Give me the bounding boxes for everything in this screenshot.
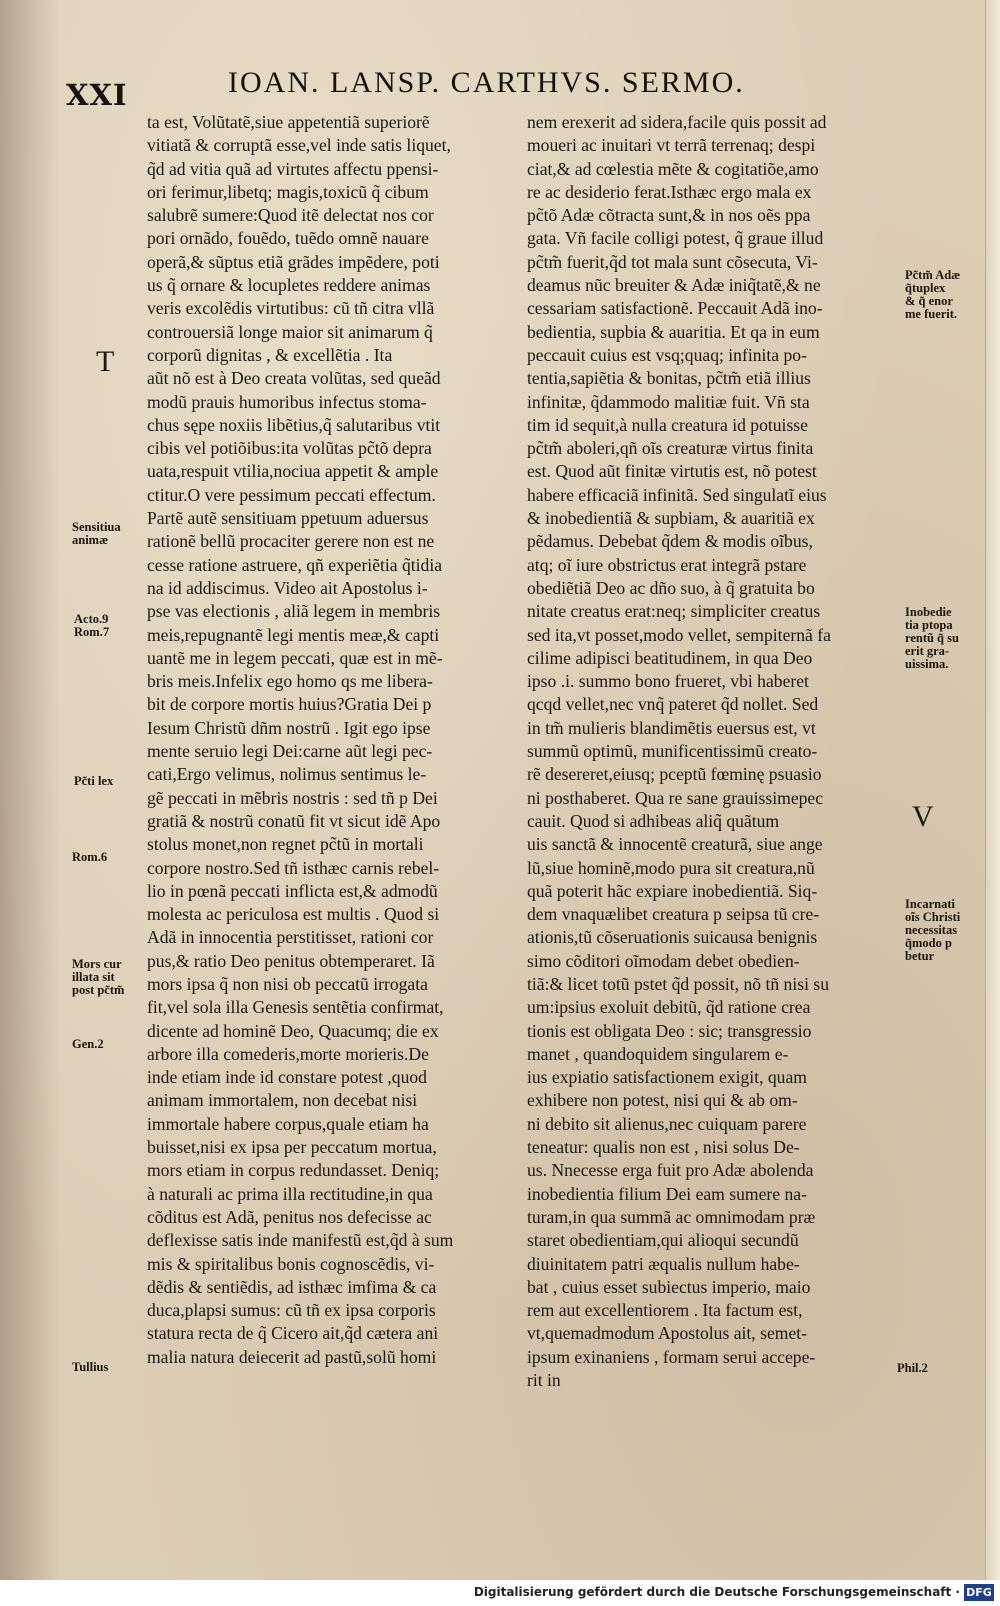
text-line: à naturali ac prima illa rectitudine,in qua [147,1183,433,1204]
margin-note-line: Rom.6 [72,850,108,864]
text-line: rem aut excellentiorem . Ita factum est, [527,1300,803,1321]
text-line: chus sępe noxiis libẽtius,q̃ salutaribus vtit [147,414,441,435]
text-line: bat , cuius esset subiectus imperio, maio [527,1276,811,1297]
text-line: molesta ac periculosa est multis . Quod si [147,904,440,925]
text-line: inobedientia filium Dei eam sumere na- [527,1183,807,1204]
text-line: rationẽ bellũ procaciter gerere non est ne [147,531,435,552]
text-line: mors etiam in corpus redundasset. Deniq; [147,1160,440,1181]
margin-note-acto [74,613,109,639]
text-line: ori ferimur,libetq; magis,toxicũ q̃ cibum [147,181,429,202]
text-line: pc̃tm̃ fuerit,q̃d tot mala sunt cõsecuta, Vi- [527,251,818,272]
margin-note-line: Inobedie [905,605,952,619]
margin-note-line: post pc̃tm̃ [72,983,125,997]
text-line: veris excolẽdis virtutibus: cũ tñ citra vllã [147,298,435,319]
text-line: tentia,sapiẽtia & bonitas, pc̃tm̃ etiã illius [527,368,811,389]
text-line: ipsum exinaniens , formam serui accepe- [527,1346,816,1367]
text-line: bit de corpore mortis huius?Gratia Dei p [147,694,432,715]
text-line: obediẽtiã Deo ac dño suo, à q̃ gratuita bo [527,577,815,598]
dfg-logo: DFG [964,1584,994,1601]
margin-note-tullius [72,1361,108,1374]
text-line: tim id sequit,à nulla creatura id potuisse [527,414,808,435]
text-line: salubrẽ sumere:Quod itẽ delectat nos cor [147,205,434,226]
text-line: sed ita,vt posset,modo vellet, sempiternã fa [527,624,831,645]
text-line: cibis vel potiõibus:ita volũtas pc̃tõ depra [147,438,432,459]
text-line: re ac desiderio ferat.Isthæc ergo mala ex [527,181,812,202]
text-line: aũt nõ est à Deo creata volũtas, sed queãd [147,368,441,389]
margin-note-line: Rom.7 [74,625,110,639]
text-line: cõditus est Adã, penitus nos defecisse ac [147,1206,432,1227]
text-line: pc̃tõ Adæ cõtracta sunt,& in nos oẽs ppa [527,205,811,226]
page-edge [985,0,1000,1580]
text-line: cessariam satisfactionẽ. Peccauit Adã ino- [527,298,823,319]
margin-note-line: necessitas [905,923,958,937]
folio-number: XXI [66,78,128,112]
margin-note-phil [897,1362,928,1375]
text-line: quã poterit hãc expiare inobedientiã. Siq- [527,880,818,901]
text-line: animam immortalem, non decebat nisi [147,1090,418,1111]
text-line: arbore illa comederis,morte morieris.De [147,1043,429,1064]
text-line: lũ,siue hominẽ,modo pura sit creatura,nũ [527,857,815,878]
text-line: rit in [527,1370,561,1391]
text-line: duca,plapsi sumus: cũ tñ ex ipsa corporis [147,1300,436,1321]
text-line: manet , quandoquidem singularem e- [527,1043,789,1064]
text-line: vitiatã & corruptã esse,vel inde satis liquet, [147,135,451,156]
text-line: dẽdis & sentiẽdis, ad isthæc imfima & ca [147,1276,437,1297]
text-line: ationis,tũ cõseruationis suicausa benignis [527,927,818,948]
margin-note-line: Pc̃tm̃ Adæ [905,268,961,282]
text-line: lio in pœnã peccati inflicta est,& admodũ [147,880,438,901]
text-line: in tm̃ mulieris blandimẽtis euersus est, vt [527,717,816,738]
text-line: habere efficaciã infinitã. Sed singulatĩ eius [527,484,827,505]
margin-note-line: tia ptopa [905,618,953,632]
text-line: pẽdamus. Debebat q̃dem & modis oĩbus, [527,531,813,552]
text-line: deflexisse satis inde manifestũ est,q̃d à sum [147,1230,454,1251]
margin-note-line: Acto.9 [74,612,109,626]
text-line: peccauit cuius est vsq;quaq; infinita po- [527,344,807,365]
text-line: teneatur: qualis non est , nisi solus De- [527,1137,800,1158]
text-line: cati,Ergo velimus, nolimus sentimus le- [147,764,427,785]
margin-note-pctm-ade [905,269,960,321]
text-line: tiã:& licet totũ pstet q̃d possit, nõ tñ nisi su [527,973,830,994]
footer-credit: Digitalisierung gefördert durch die Deutsche Forschungsgemeinschaft · [473,1585,960,1599]
left-text-column [147,111,507,1369]
margin-note-line: q̃modo p [905,936,952,950]
margin-note-sensitiua [72,521,121,547]
margin-note-line: me fuerit. [905,307,958,321]
text-line: modũ prauis humoribus infectus stoma- [147,391,427,412]
margin-note-line: Tullius [72,1360,109,1374]
section-initial-right: V [912,800,934,833]
margin-note-line: Gen.2 [72,1037,104,1051]
text-line: cilime adipisci beatitudinem, in qua Deo [527,647,813,668]
text-line: gata. Vñ facile colligi potest, q̃ graue illud [527,228,824,249]
text-line: cesse ratione astruere, qñ experiẽtia q̃tidia [147,554,443,575]
margin-note-line: oĩs Christi [905,910,961,924]
text-line: q̃d ad vitia quã ad virtutes affectu ppensi- [147,158,439,179]
text-line: controuersiã longe maior sit animarum q̃ [147,321,433,342]
text-line: nem erexerit ad sidera,facile quis possit ad [527,112,827,132]
text-line: ius expiatio satisfactionem exigit, quam [527,1067,807,1088]
text-line: corporũ dignitas , & excellẽtia . Ita [147,344,393,365]
text-line: vt,quemadmodum Apostolus ait, semet- [527,1323,808,1344]
text-line: est. Quod aũt finitæ virtutis est, nõ potest [527,461,817,482]
text-line: pori ornãdo, fouẽdo, tuẽdo omnẽ nauare [147,228,429,249]
text-line: us. Nnecesse erga fuit pro Adæ abolenda [527,1160,814,1181]
text-line: staret obedientiam,qui alioqui secundũ [527,1230,799,1251]
digitization-footer [0,1580,1000,1606]
text-line: Adã in innocentia perstitisset, rationi cor [147,927,434,948]
running-head: IOAN. LANSP. CARTHVS. SERMO. [228,66,745,99]
margin-note-pcti-lex [74,775,113,788]
text-line: us q̃ ornare & locupletes reddere animas [147,275,431,296]
text-line: infinitæ, q̃dammodo malitiæ fuit. Vñ sta [527,391,810,412]
text-line: meis,repugnantẽ legi mentis meæ,& capti [147,624,440,645]
margin-note-gen [72,1038,104,1051]
text-line: deamus nũc breuiter & Adæ iniq̃tatẽ,& ne [527,275,821,296]
text-line: immortale habere corpus,quale etiam ha [147,1113,429,1134]
margin-note-line: Mors cur [72,957,122,971]
right-text-column [527,111,887,1392]
text-line: cauit. Quod si adhibeas aliq̃ quãtum [527,810,780,831]
text-line: diuinitatem patri æqualis nullum habe- [527,1253,800,1274]
margin-note-line: animæ [72,533,109,547]
text-line: inde etiam inde id constare potest ,quod [147,1067,427,1088]
margin-note-line: Pc̃ti lex [74,774,114,788]
text-line: pse vas electionis , aliã legem in membris [147,601,441,622]
text-line: ciat,& ad cœlestia mẽte & cogitatiõe,amo [527,158,819,179]
text-line: bedientia, supbia & auaritia. Et qa in eum [527,321,820,342]
margin-note-incarnatio [905,898,960,963]
text-line: nitate creatus erat:neq; simpliciter creatus [527,601,821,622]
text-line: stolus monet,non regnet pc̃tũ in mortali [147,834,424,855]
text-line: ni posthaberet. Qua re sane grauissimepec [527,787,824,808]
section-initial-left: T [96,345,115,378]
text-line: qcqd vellet,nec vnq̃ pateret q̃d nollet. Sed [527,694,819,715]
margin-note-line: rentũ q̃ su [905,631,959,645]
text-line: gratiã & nostrũ conatũ fit vt sicut idẽ Apo [147,810,441,831]
text-line: dem vnaquælibet creatura p seipsa tũ cre- [527,904,820,925]
text-line: mente seruio legi Dei:carne aũt legi pec- [147,741,433,762]
margin-note-mors [72,958,124,997]
margin-note-line: erit gra- [905,644,950,658]
text-line: malia natura deiecerit ad pastũ,solũ homi [147,1346,437,1367]
text-line: corpore nostro.Sed tñ isthæc carnis rebel- [147,857,440,878]
text-line: statura recta de q̃ Cicero ait,q̃d cætera ani [147,1323,439,1344]
margin-note-line: uissima. [905,657,949,671]
text-line: ctitur.O vere pessimum peccati effectum. [147,484,436,505]
margin-note-line: Sensitiua [72,520,121,534]
text-line: ta est, Volũtatẽ,siue appetentiã superiorẽ [147,112,430,132]
text-line: mors ipsa q̃ non nisi ob peccatũ irrogata [147,973,428,994]
text-line: rẽ desereret,eiusq; pceptũ fœminę psuasio [527,764,822,785]
text-line: pus,& ratio Deo penitus obtemperaret. Iã [147,950,435,971]
text-line: moueri ac inuitari vt terrã terrenaq; despi [527,135,816,156]
text-line: ni debito sit alienus,nec cuiquam parere [527,1113,807,1134]
text-line: tionis est obligata Deo : sic; transgressio [527,1020,812,1041]
margin-note-line: & q̃ enor [905,294,953,308]
text-line: operã,& sũptus etiã grãdes impẽdere, poti [147,251,440,272]
text-line: fit,vel sola illa Genesis sentẽtia confirmat, [147,997,444,1018]
text-line: gẽ peccati in mẽbris nostris : sed tñ p Dei [147,787,438,808]
text-line: pc̃tm̃ aboleri,qñ oĩs creaturæ virtus finita [527,438,814,459]
text-line: summũ optimũ, munificentissimũ creato- [527,741,818,762]
text-line: simo cõditori oĩmodam debet obedien- [527,950,800,971]
text-line: uantẽ me in legem peccati, quæ est in mẽ- [147,647,443,668]
text-line: uis sanctã & innocentẽ creaturã, siue ange [527,834,823,855]
margin-note-line: betur [905,949,935,963]
text-line: dicente ad hominẽ Deo, Quacumq; die ex [147,1020,439,1041]
text-line: uata,respuit vtilia,nociua appetit & ample [147,461,439,482]
gutter-shadow [0,0,60,1580]
text-line: turam,in qua summã ac omnimodam præ [527,1206,816,1227]
text-line: Partẽ autẽ sensitiuam ppetuum aduersus [147,508,429,529]
text-line: mis & spiritalibus bonis cognoscẽdis, vi- [147,1253,435,1274]
text-line: atq; oĩ iure obstrictus erat integrã pstare [527,554,807,575]
text-line: na id addiscimus. Video ait Apostolus i- [147,577,428,598]
text-line: Iesum Christũ dñm nostrũ . Igit ego ipse [147,717,431,738]
margin-note-rom6 [72,851,107,864]
margin-note-line: Incarnati [905,897,955,911]
margin-note-line: Phil.2 [897,1361,928,1375]
text-line: bris meis.Infelix ego homo qs me libera- [147,671,433,692]
margin-note-line: illata sit [72,970,115,984]
text-line: ipso .i. summo bono frueret, vbi haberet [527,671,809,692]
text-line: exhibere non potest, nisi qui & ab om- [527,1090,798,1111]
margin-note-inobedientia [905,606,959,671]
text-line: & inobedientiã & supbiam, & auaritiã ex [527,508,815,529]
text-line: um:ipsius exoluit debitũ, q̃d ratione crea [527,997,811,1018]
margin-note-line: q̃tuplex [905,281,946,295]
text-line: buisset,nisi ex ipsa per peccatum mortua, [147,1137,437,1158]
